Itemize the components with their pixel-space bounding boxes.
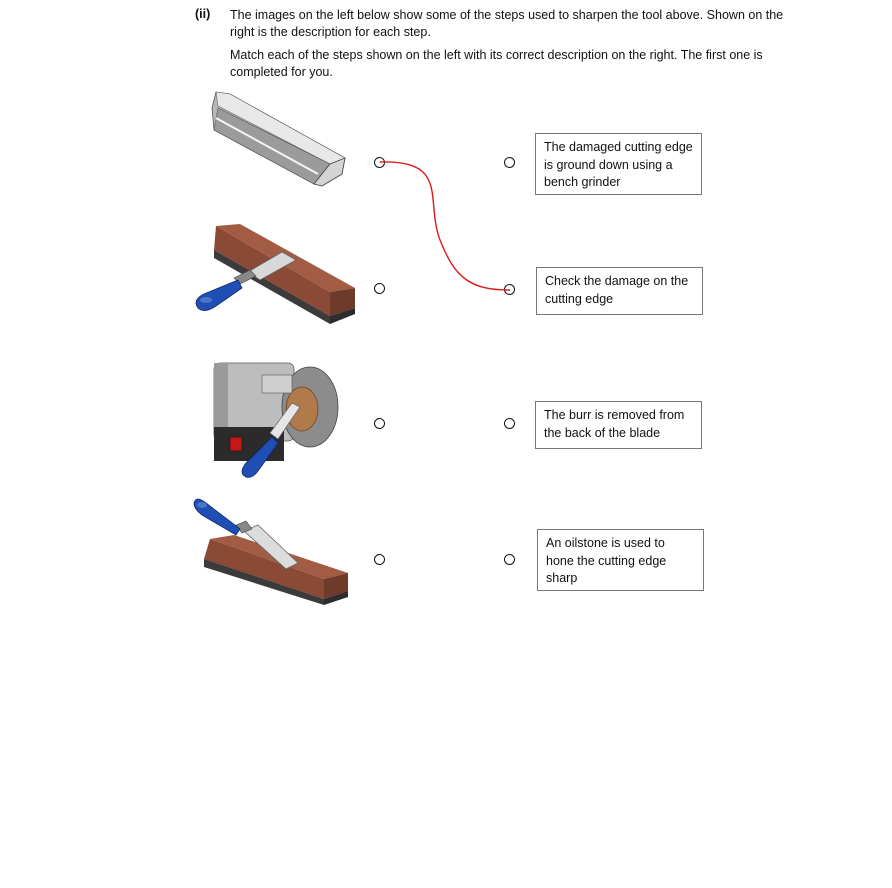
description-box-2: Check the damage on the cutting edge bbox=[536, 267, 703, 315]
step-2-connector[interactable] bbox=[374, 283, 385, 294]
question-number: (ii) bbox=[195, 7, 211, 21]
question-intro: The images on the left below show some of the steps used to sharpen the tool above. Shown on the right is the description for each step. bbox=[230, 8, 784, 39]
chisel-on-oilstone-flat-icon bbox=[190, 222, 360, 327]
description-1-connector[interactable] bbox=[504, 157, 515, 168]
description-box-1: The damaged cutting edge is ground down using a bench grinder bbox=[535, 133, 702, 195]
chisel-honing-on-oilstone-icon bbox=[192, 495, 357, 607]
chisel-blade-closeup-icon bbox=[210, 90, 350, 190]
description-2-connector[interactable] bbox=[504, 284, 515, 295]
question-instruction: Match each of the steps shown on the left with its correct description on the right. The first one is completed for you. bbox=[230, 48, 763, 79]
description-box-4: An oilstone is used to hone the cutting edge sharp bbox=[537, 529, 704, 591]
step-1-connector[interactable] bbox=[374, 157, 385, 168]
description-box-3: The burr is removed from the back of the blade bbox=[535, 401, 702, 449]
bench-grinder-icon bbox=[210, 355, 350, 485]
description-3-connector[interactable] bbox=[504, 418, 515, 429]
description-4-connector[interactable] bbox=[504, 554, 515, 565]
step-4-connector[interactable] bbox=[374, 554, 385, 565]
step-3-connector[interactable] bbox=[374, 418, 385, 429]
